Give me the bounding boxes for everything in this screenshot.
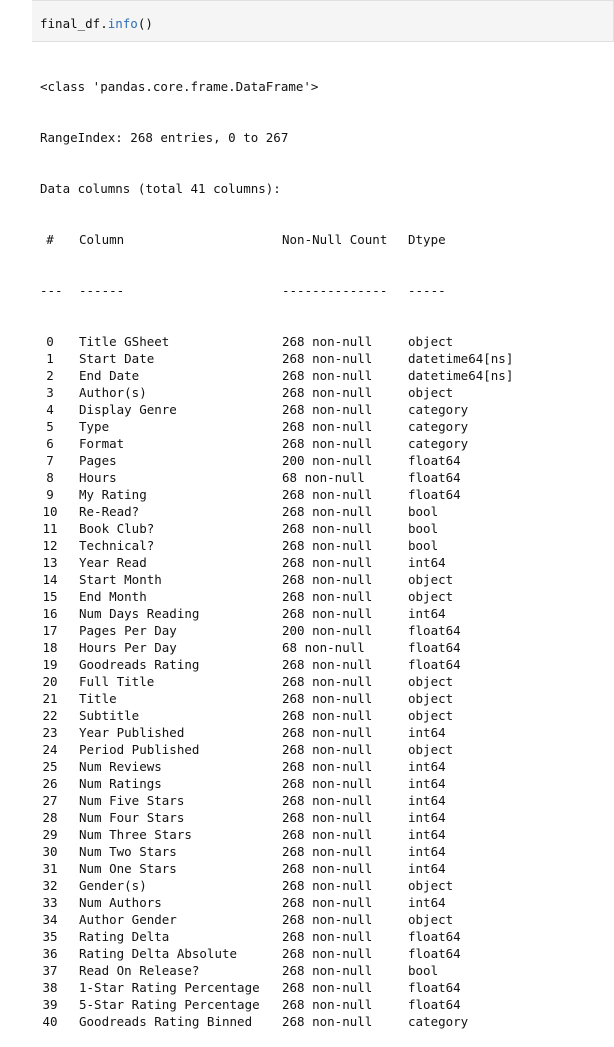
row-index: 9 [46, 487, 54, 502]
row-non-null-count: 268 non-null [282, 572, 373, 587]
table-row [40, 520, 614, 537]
row-non-null-count: 268 non-null [282, 742, 373, 757]
table-row [40, 401, 614, 418]
row-column-name: Title [79, 691, 117, 706]
row-non-null-count: 268 non-null [282, 793, 373, 808]
row-non-null-count: 268 non-null [282, 776, 373, 791]
row-dtype: float64 [408, 980, 461, 995]
table-row [40, 588, 614, 605]
row-dtype: object [408, 334, 454, 349]
table-row [40, 1013, 614, 1030]
row-non-null-count: 268 non-null [282, 912, 373, 927]
table-row [40, 622, 614, 639]
row-index: 12 [42, 538, 58, 553]
row-non-null-count: 268 non-null [282, 402, 373, 417]
row-non-null-count: 268 non-null [282, 708, 373, 723]
range-index-line: RangeIndex: 268 entries, 0 to 267 [40, 130, 289, 145]
row-dtype: category [408, 436, 469, 451]
row-non-null-count: 268 non-null [282, 674, 373, 689]
header-count: Non-Null Count [282, 232, 388, 247]
row-column-name: Num One Stars [79, 861, 177, 876]
row-dtype: category [408, 402, 469, 417]
table-row [40, 741, 614, 758]
table-row [40, 928, 614, 945]
row-column-name: 5-Star Rating Percentage [79, 997, 260, 1012]
row-dtype: object [408, 742, 454, 757]
table-row [40, 469, 614, 486]
row-dtype: datetime64[ns] [408, 351, 514, 366]
row-index: 17 [42, 623, 58, 638]
row-dtype: float64 [408, 623, 461, 638]
separator-count: -------------- [282, 283, 388, 298]
table-row [40, 537, 614, 554]
row-column-name: Start Date [79, 351, 155, 366]
row-dtype: float64 [408, 997, 461, 1012]
row-column-name: Technical? [79, 538, 155, 553]
row-index: 22 [42, 708, 58, 723]
row-index: 40 [42, 1014, 58, 1029]
row-index: 38 [42, 980, 58, 995]
row-column-name: Subtitle [79, 708, 140, 723]
row-dtype: object [408, 708, 454, 723]
table-row [40, 826, 614, 843]
table-row [40, 639, 614, 656]
row-column-name: Rating Delta [79, 929, 170, 944]
row-dtype: object [408, 589, 454, 604]
data-columns-line: Data columns (total 41 columns): [40, 181, 281, 196]
row-dtype: int64 [408, 844, 446, 859]
row-column-name: Goodreads Rating Binned [79, 1014, 253, 1029]
row-index: 8 [46, 470, 54, 485]
row-dtype: float64 [408, 657, 461, 672]
row-dtype: object [408, 912, 454, 927]
row-non-null-count: 268 non-null [282, 521, 373, 536]
row-dtype: object [408, 878, 454, 893]
row-non-null-count: 268 non-null [282, 691, 373, 706]
row-non-null-count: 268 non-null [282, 895, 373, 910]
row-non-null-count: 268 non-null [282, 963, 373, 978]
table-row [40, 656, 614, 673]
row-index: 1 [46, 351, 54, 366]
table-row [40, 979, 614, 996]
row-non-null-count: 268 non-null [282, 929, 373, 944]
row-index: 16 [42, 606, 58, 621]
separator-dtype: ----- [408, 283, 446, 298]
row-column-name: End Month [79, 589, 147, 604]
code-method: info [107, 16, 138, 31]
table-row [40, 486, 614, 503]
row-index: 0 [46, 334, 54, 349]
row-dtype: int64 [408, 759, 446, 774]
table-row [40, 877, 614, 894]
row-index: 7 [46, 453, 54, 468]
code-cell-input[interactable] [32, 0, 614, 42]
row-dtype: float64 [408, 487, 461, 502]
row-non-null-count: 268 non-null [282, 759, 373, 774]
row-dtype: int64 [408, 810, 446, 825]
row-index: 23 [42, 725, 58, 740]
row-dtype: bool [408, 504, 439, 519]
row-column-name: Rating Delta Absolute [79, 946, 238, 961]
row-non-null-count: 268 non-null [282, 878, 373, 893]
row-non-null-count: 268 non-null [282, 606, 373, 621]
row-dtype: int64 [408, 827, 446, 842]
row-dtype: int64 [408, 861, 446, 876]
row-non-null-count: 68 non-null [282, 640, 365, 655]
table-row [40, 605, 614, 622]
row-index: 11 [42, 521, 58, 536]
row-non-null-count: 268 non-null [282, 997, 373, 1012]
table-separator [40, 282, 614, 299]
row-column-name: Title GSheet [79, 334, 170, 349]
row-column-name: Read On Release? [79, 963, 200, 978]
row-index: 15 [42, 589, 58, 604]
row-dtype: float64 [408, 946, 461, 961]
row-non-null-count: 268 non-null [282, 1014, 373, 1029]
row-column-name: Display Genre [79, 402, 177, 417]
row-dtype: category [408, 1014, 469, 1029]
row-index: 3 [46, 385, 54, 400]
row-column-name: Start Month [79, 572, 162, 587]
row-non-null-count: 68 non-null [282, 470, 365, 485]
row-index: 31 [42, 861, 58, 876]
table-row [40, 503, 614, 520]
row-dtype: bool [408, 963, 439, 978]
row-column-name: Num Ratings [79, 776, 162, 791]
row-dtype: int64 [408, 606, 446, 621]
row-index: 37 [42, 963, 58, 978]
row-column-name: Hours Per Day [79, 640, 177, 655]
row-non-null-count: 268 non-null [282, 946, 373, 961]
row-dtype: float64 [408, 453, 461, 468]
table-row [40, 945, 614, 962]
separator-index: --- [40, 283, 63, 298]
table-row [40, 724, 614, 741]
row-column-name: Hours [79, 470, 117, 485]
row-non-null-count: 268 non-null [282, 368, 373, 383]
row-non-null-count: 268 non-null [282, 555, 373, 570]
table-row [40, 860, 614, 877]
row-column-name: Author Gender [79, 912, 177, 927]
table-row [40, 894, 614, 911]
separator-column: ------ [79, 283, 125, 298]
table-row [40, 571, 614, 588]
row-index: 6 [46, 436, 54, 451]
row-index: 20 [42, 674, 58, 689]
row-dtype: int64 [408, 776, 446, 791]
row-dtype: float64 [408, 470, 461, 485]
table-row [40, 996, 614, 1013]
row-dtype: object [408, 385, 454, 400]
row-index: 26 [42, 776, 58, 791]
row-index: 13 [42, 555, 58, 570]
row-dtype: int64 [408, 725, 446, 740]
row-column-name: Num Three Stars [79, 827, 192, 842]
table-header [40, 231, 614, 248]
row-index: 30 [42, 844, 58, 859]
row-dtype: int64 [408, 555, 446, 570]
row-non-null-count: 268 non-null [282, 334, 373, 349]
row-column-name: My Rating [79, 487, 147, 502]
row-index: 5 [46, 419, 54, 434]
row-column-name: Goodreads Rating [79, 657, 200, 672]
row-index: 32 [42, 878, 58, 893]
row-dtype: object [408, 674, 454, 689]
table-row [40, 350, 614, 367]
row-index: 24 [42, 742, 58, 757]
row-non-null-count: 268 non-null [282, 844, 373, 859]
code-object: final_df. [40, 16, 108, 31]
row-index: 4 [46, 402, 54, 417]
row-index: 25 [42, 759, 58, 774]
row-index: 39 [42, 997, 58, 1012]
table-row [40, 707, 614, 724]
table-row [40, 418, 614, 435]
row-index: 10 [42, 504, 58, 519]
table-row [40, 690, 614, 707]
table-row [40, 435, 614, 452]
row-column-name: Gender(s) [79, 878, 147, 893]
header-column: Column [79, 232, 125, 247]
row-non-null-count: 268 non-null [282, 487, 373, 502]
row-non-null-count: 268 non-null [282, 538, 373, 553]
class-line: <class 'pandas.core.frame.DataFrame'> [40, 79, 319, 94]
table-rows [40, 333, 614, 1030]
row-index: 33 [42, 895, 58, 910]
row-column-name: Num Days Reading [79, 606, 200, 621]
cell-output [40, 44, 614, 1047]
row-non-null-count: 268 non-null [282, 980, 373, 995]
table-row [40, 775, 614, 792]
row-non-null-count: 268 non-null [282, 725, 373, 740]
row-column-name: 1-Star Rating Percentage [79, 980, 260, 995]
row-index: 18 [42, 640, 58, 655]
row-column-name: Num Five Stars [79, 793, 185, 808]
row-index: 29 [42, 827, 58, 842]
header-index: # [46, 232, 54, 247]
row-column-name: Num Four Stars [79, 810, 185, 825]
row-column-name: Full Title [79, 674, 155, 689]
table-row [40, 384, 614, 401]
row-dtype: int64 [408, 895, 446, 910]
code-line[interactable] [40, 15, 153, 32]
row-dtype: datetime64[ns] [408, 368, 514, 383]
table-row [40, 673, 614, 690]
row-dtype: bool [408, 521, 439, 536]
table-row [40, 367, 614, 384]
row-column-name: Book Club? [79, 521, 155, 536]
row-non-null-count: 200 non-null [282, 623, 373, 638]
row-dtype: category [408, 419, 469, 434]
row-non-null-count: 268 non-null [282, 436, 373, 451]
row-dtype: bool [408, 538, 439, 553]
table-row [40, 452, 614, 469]
row-index: 14 [42, 572, 58, 587]
row-non-null-count: 268 non-null [282, 657, 373, 672]
row-index: 19 [42, 657, 58, 672]
row-dtype: object [408, 572, 454, 587]
row-column-name: Num Two Stars [79, 844, 177, 859]
row-index: 28 [42, 810, 58, 825]
row-dtype: float64 [408, 640, 461, 655]
row-index: 21 [42, 691, 58, 706]
row-non-null-count: 268 non-null [282, 861, 373, 876]
row-non-null-count: 268 non-null [282, 351, 373, 366]
row-column-name: Format [79, 436, 125, 451]
row-column-name: Author(s) [79, 385, 147, 400]
header-dtype: Dtype [408, 232, 446, 247]
row-dtype: object [408, 691, 454, 706]
row-non-null-count: 268 non-null [282, 810, 373, 825]
table-row [40, 809, 614, 826]
row-index: 34 [42, 912, 58, 927]
table-row [40, 962, 614, 979]
row-dtype: int64 [408, 793, 446, 808]
row-column-name: Re-Read? [79, 504, 140, 519]
table-row [40, 758, 614, 775]
row-column-name: Pages Per Day [79, 623, 177, 638]
row-column-name: Pages [79, 453, 117, 468]
row-column-name: End Date [79, 368, 140, 383]
row-non-null-count: 268 non-null [282, 419, 373, 434]
row-column-name: Num Authors [79, 895, 162, 910]
row-index: 27 [42, 793, 58, 808]
row-column-name: Year Read [79, 555, 147, 570]
row-dtype: float64 [408, 929, 461, 944]
table-row [40, 792, 614, 809]
row-column-name: Type [79, 419, 110, 434]
table-row [40, 911, 614, 928]
row-column-name: Period Published [79, 742, 200, 757]
row-non-null-count: 200 non-null [282, 453, 373, 468]
row-non-null-count: 268 non-null [282, 504, 373, 519]
row-column-name: Num Reviews [79, 759, 162, 774]
table-row [40, 554, 614, 571]
row-column-name: Year Published [79, 725, 185, 740]
row-non-null-count: 268 non-null [282, 827, 373, 842]
table-row [40, 843, 614, 860]
row-index: 35 [42, 929, 58, 944]
row-non-null-count: 268 non-null [282, 385, 373, 400]
row-index: 36 [42, 946, 58, 961]
row-index: 2 [46, 368, 54, 383]
row-non-null-count: 268 non-null [282, 589, 373, 604]
code-call-parens: () [137, 16, 153, 31]
table-row [40, 333, 614, 350]
